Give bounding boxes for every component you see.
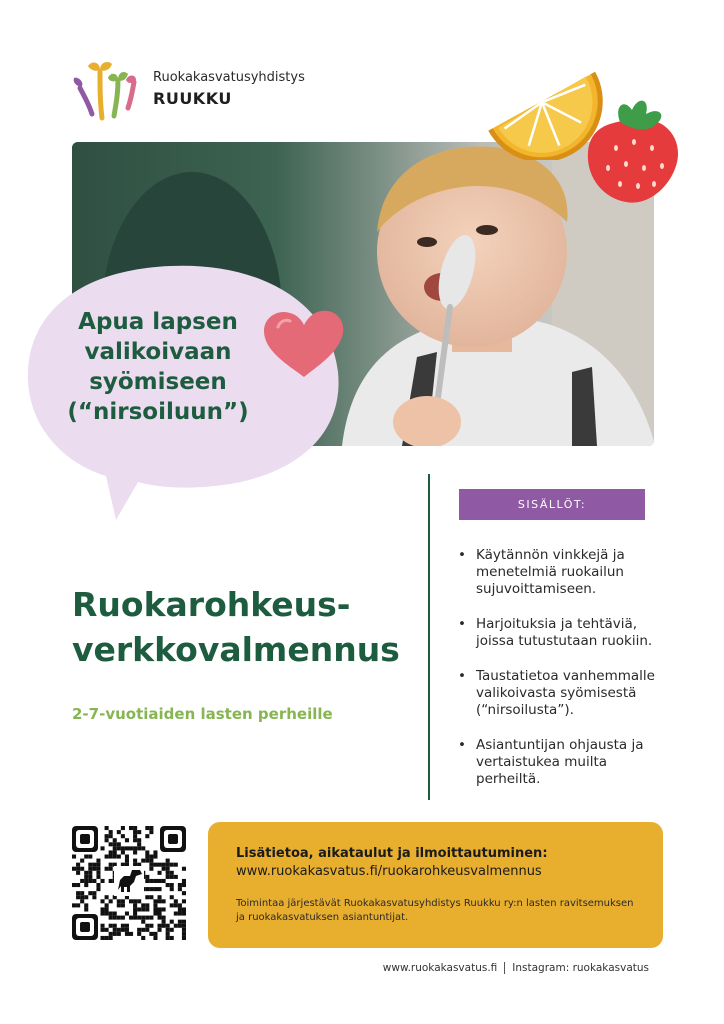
qr-module <box>162 879 166 883</box>
qr-module <box>96 875 100 879</box>
course-title-line-1: Ruokarohkeus- <box>72 585 351 624</box>
qr-module <box>182 883 186 887</box>
qr-module <box>182 867 186 871</box>
qr-module <box>109 924 113 928</box>
qr-module <box>105 826 109 830</box>
qr-module <box>109 830 113 834</box>
qr-module <box>133 903 137 907</box>
qr-module <box>84 855 88 859</box>
qr-module <box>158 863 162 867</box>
qr-module <box>149 887 153 891</box>
qr-module <box>105 903 109 907</box>
qr-module <box>141 928 145 932</box>
qr-module <box>170 895 174 899</box>
qr-module <box>113 916 117 920</box>
qr-module <box>166 867 170 871</box>
qr-module <box>133 916 137 920</box>
qr-module <box>158 895 162 899</box>
list-item: • Käytännön vinkkejä ja menetelmiä ruokailun sujuvoittamiseen. <box>458 547 668 598</box>
bubble-text: Apua lapsen valikoivaan syömiseen (“nirsoiluun”) <box>67 309 249 425</box>
qr-module <box>129 846 133 850</box>
qr-module <box>72 867 76 871</box>
qr-module <box>170 875 174 879</box>
qr-module <box>113 850 117 854</box>
qr-module <box>162 916 166 920</box>
qr-module <box>133 834 137 838</box>
qr-module <box>141 936 145 940</box>
qr-module <box>121 899 125 903</box>
qr-module <box>137 830 141 834</box>
qr-module <box>125 928 129 932</box>
qr-module <box>137 932 141 936</box>
qr-module <box>137 838 141 842</box>
contents-header: SISÄLLÖT: <box>459 489 645 520</box>
qr-module <box>133 850 137 854</box>
qr-module <box>133 899 137 903</box>
qr-module <box>133 838 137 842</box>
qr-module <box>117 916 121 920</box>
qr-module <box>153 899 157 903</box>
qr-module <box>174 863 178 867</box>
qr-module <box>178 920 182 924</box>
qr-module <box>105 834 109 838</box>
qr-module <box>137 842 141 846</box>
qr-module <box>162 924 166 928</box>
qr-module <box>162 907 166 911</box>
info-box <box>208 822 663 948</box>
qr-module <box>166 859 170 863</box>
qr-module <box>101 928 105 932</box>
contents-list <box>458 547 668 806</box>
qr-module <box>92 895 96 899</box>
qr-module <box>182 928 186 932</box>
qr-module <box>174 875 178 879</box>
qr-module <box>153 850 157 854</box>
qr-module <box>153 936 157 940</box>
qr-module <box>149 855 153 859</box>
qr-module <box>137 928 141 932</box>
qr-module <box>84 875 88 879</box>
qr-module <box>105 928 109 932</box>
qr-module <box>178 903 182 907</box>
qr-module <box>105 912 109 916</box>
qr-module <box>76 871 80 875</box>
qr-module <box>129 932 133 936</box>
qr-module <box>101 924 105 928</box>
qr-module <box>84 879 88 883</box>
footer-separator <box>504 962 505 974</box>
list-item: • Taustatietoa vanhemmalle valikoivasta syömisestä (“nirsoilusta”). <box>458 668 668 719</box>
qr-module <box>88 891 92 895</box>
qr-module <box>153 879 157 883</box>
qr-module <box>149 924 153 928</box>
qr-module <box>96 859 100 863</box>
qr-module <box>149 830 153 834</box>
qr-module <box>137 899 141 903</box>
qr-module <box>129 826 133 830</box>
qr-module <box>113 842 117 846</box>
qr-module <box>92 879 96 883</box>
qr-module <box>178 907 182 911</box>
qr-module <box>149 916 153 920</box>
qr-module <box>109 834 113 838</box>
qr-module <box>178 883 182 887</box>
qr-module <box>121 916 125 920</box>
qr-module <box>117 855 121 859</box>
qr-module <box>113 912 117 916</box>
qr-module <box>125 838 129 842</box>
qr-module <box>72 883 76 887</box>
organizer-note: Toimintaa järjestävät Ruokakasvatusyhdistys Ruukku ry:n lasten ravitsemuksen ja ruokakasvatuksen asiantuntijat. <box>236 898 634 923</box>
qr-module <box>109 867 113 871</box>
qr-module <box>182 879 186 883</box>
qr-module <box>117 932 121 936</box>
qr-module <box>145 887 149 891</box>
qr-module <box>149 859 153 863</box>
course-title <box>72 582 400 672</box>
qr-module <box>117 903 121 907</box>
qr-module <box>109 863 113 867</box>
qr-module <box>121 850 125 854</box>
qr-module <box>153 912 157 916</box>
qr-module <box>133 912 137 916</box>
qr-module <box>153 932 157 936</box>
qr-module <box>96 863 100 867</box>
qr-module <box>121 834 125 838</box>
qr-module <box>182 899 186 903</box>
qr-module <box>88 855 92 859</box>
qr-module <box>113 855 117 859</box>
qr-module <box>153 863 157 867</box>
qr-module <box>84 907 88 911</box>
qr-module <box>141 920 145 924</box>
qr-module <box>158 916 162 920</box>
target-audience: 2-7-vuotiaiden lasten perheille <box>72 705 333 723</box>
qr-module <box>109 912 113 916</box>
qr-module <box>153 887 157 891</box>
qr-module <box>137 916 141 920</box>
qr-module <box>178 912 182 916</box>
qr-module <box>113 928 117 932</box>
organization-short-name: RUUKKU <box>153 89 232 108</box>
qr-module <box>182 932 186 936</box>
qr-module <box>166 883 170 887</box>
qr-module <box>109 932 113 936</box>
qr-module <box>133 907 137 911</box>
qr-module <box>145 916 149 920</box>
qr-module <box>145 859 149 863</box>
qr-module <box>117 846 121 850</box>
qr-module <box>129 899 133 903</box>
qr-module <box>182 920 186 924</box>
list-item: • Harjoituksia ja tehtäviä, joissa tutustutaan ruokiin. <box>458 616 668 650</box>
qr-module <box>162 863 166 867</box>
qr-module <box>109 855 113 859</box>
qr-module <box>76 895 80 899</box>
qr-module <box>158 928 162 932</box>
organization-name: Ruokakasvatusyhdistys <box>153 70 305 85</box>
sprout-logo-icon <box>70 58 142 122</box>
footer-website-link[interactable]: www.ruokakasvatus.fi <box>382 962 498 974</box>
qr-module <box>96 883 100 887</box>
qr-module <box>182 891 186 895</box>
qr-module <box>80 891 84 895</box>
qr-module <box>125 855 129 859</box>
qr-module <box>166 871 170 875</box>
qr-module <box>141 846 145 850</box>
qr-module <box>109 850 113 854</box>
qr-module <box>166 875 170 879</box>
qr-module <box>166 932 170 936</box>
qr-module <box>166 936 170 940</box>
qr-module <box>182 936 186 940</box>
qr-module <box>178 924 182 928</box>
qr-module <box>121 826 125 830</box>
qr-module <box>166 924 170 928</box>
qr-module <box>109 879 113 883</box>
qr-module <box>125 932 129 936</box>
qr-module <box>88 867 92 871</box>
qr-module <box>162 867 166 871</box>
qr-module <box>96 867 100 871</box>
qr-module <box>141 907 145 911</box>
qr-module <box>105 907 109 911</box>
qr-module <box>121 903 125 907</box>
qr-module <box>133 830 137 834</box>
qr-module <box>109 916 113 920</box>
qr-module <box>121 846 125 850</box>
qr-module <box>149 932 153 936</box>
qr-module <box>149 895 153 899</box>
qr-module <box>125 859 129 863</box>
qr-module <box>88 875 92 879</box>
qr-module <box>153 855 157 859</box>
qr-module <box>88 879 92 883</box>
qr-module <box>96 887 100 891</box>
qr-module <box>145 875 149 879</box>
qr-module <box>141 859 145 863</box>
qr-module <box>145 895 149 899</box>
qr-module <box>121 928 125 932</box>
qr-module <box>76 903 80 907</box>
qr-module <box>96 871 100 875</box>
qr-module <box>182 907 186 911</box>
qr-module <box>105 867 109 871</box>
qr-module <box>158 924 162 928</box>
qr-module <box>76 867 80 871</box>
registration-link[interactable]: www.ruokakasvatus.fi/ruokarohkeusvalmennus <box>236 864 542 879</box>
qr-module <box>76 883 80 887</box>
qr-module <box>145 834 149 838</box>
qr-module <box>105 855 109 859</box>
qr-module <box>141 903 145 907</box>
qr-module <box>158 871 162 875</box>
qr-module <box>133 826 137 830</box>
qr-module <box>109 842 113 846</box>
qr-module <box>72 855 76 859</box>
qr-module <box>137 846 141 850</box>
qr-module <box>105 838 109 842</box>
qr-module <box>170 920 174 924</box>
qr-module <box>158 912 162 916</box>
qr-module <box>170 863 174 867</box>
qr-module <box>88 863 92 867</box>
heart-icon <box>258 305 348 385</box>
qr-module <box>101 907 105 911</box>
qr-module <box>113 924 117 928</box>
qr-module <box>109 899 113 903</box>
qr-module <box>84 903 88 907</box>
qr-module <box>153 907 157 911</box>
qr-module <box>141 916 145 920</box>
qr-module <box>113 846 117 850</box>
qr-module <box>145 826 149 830</box>
qr-module <box>158 907 162 911</box>
qr-module <box>117 928 121 932</box>
qr-module <box>145 903 149 907</box>
qr-module <box>88 871 92 875</box>
qr-module <box>182 912 186 916</box>
qr-module <box>170 936 174 940</box>
vertical-divider <box>428 474 430 800</box>
qr-module <box>162 920 166 924</box>
qr-module <box>162 899 166 903</box>
qr-module <box>109 936 113 940</box>
qr-module <box>145 850 149 854</box>
qr-module <box>105 936 109 940</box>
info-heading: Lisätietoa, aikataulut ja ilmoittautuminen: <box>236 846 548 861</box>
qr-module <box>80 879 84 883</box>
qr-module <box>84 871 88 875</box>
qr-module <box>125 912 129 916</box>
qr-module <box>92 891 96 895</box>
qr-module <box>101 936 105 940</box>
qr-module <box>170 928 174 932</box>
qr-module <box>145 879 149 883</box>
qr-module <box>92 863 96 867</box>
qr-module <box>117 899 121 903</box>
qr-module <box>170 903 174 907</box>
list-item: • Asiantuntijan ohjausta ja vertaistukea muilta perheiltä. <box>458 737 668 788</box>
qr-module <box>125 846 129 850</box>
qr-module <box>72 903 76 907</box>
qr-module <box>174 912 178 916</box>
qr-module <box>133 859 137 863</box>
qr-module <box>101 846 105 850</box>
qr-module <box>84 883 88 887</box>
qr-module <box>76 863 80 867</box>
qr-module <box>84 895 88 899</box>
footer-instagram-link[interactable]: Instagram: ruokakasvatus <box>512 962 649 974</box>
qr-module <box>149 867 153 871</box>
qr-module <box>113 932 117 936</box>
qr-module <box>145 855 149 859</box>
qr-module <box>145 907 149 911</box>
qr-module <box>174 899 178 903</box>
qr-module <box>170 871 174 875</box>
qr-module <box>117 842 121 846</box>
qr-module <box>158 899 162 903</box>
qr-module <box>80 895 84 899</box>
qr-module <box>149 826 153 830</box>
qr-module <box>145 928 149 932</box>
qr-module <box>170 883 174 887</box>
strawberry-icon <box>580 92 684 208</box>
qr-module <box>158 887 162 891</box>
qr-module <box>149 863 153 867</box>
qr-module <box>133 846 137 850</box>
qr-module <box>117 830 121 834</box>
qr-module <box>76 891 80 895</box>
qr-module <box>174 903 178 907</box>
qr-module <box>101 912 105 916</box>
qr-module <box>92 867 96 871</box>
footer <box>383 962 649 974</box>
qr-module <box>149 879 153 883</box>
qr-module <box>158 879 162 883</box>
qr-module <box>121 924 125 928</box>
qr-module <box>129 916 133 920</box>
qr-module <box>166 863 170 867</box>
qr-module <box>101 899 105 903</box>
course-title-line-2: verkkovalmennus <box>72 630 400 669</box>
qr-module <box>125 924 129 928</box>
qr-code[interactable] <box>72 826 186 940</box>
qr-module <box>80 867 84 871</box>
qr-module <box>174 924 178 928</box>
qr-module <box>80 859 84 863</box>
qr-module <box>153 903 157 907</box>
qr-module <box>101 879 105 883</box>
qr-module <box>113 838 117 842</box>
qr-module <box>80 899 84 903</box>
organization-logo <box>70 58 330 128</box>
qr-module <box>170 887 174 891</box>
qr-module <box>166 928 170 932</box>
qr-module <box>145 924 149 928</box>
qr-module <box>178 887 182 891</box>
qr-module <box>105 895 109 899</box>
qr-module <box>182 924 186 928</box>
qr-module <box>137 907 141 911</box>
